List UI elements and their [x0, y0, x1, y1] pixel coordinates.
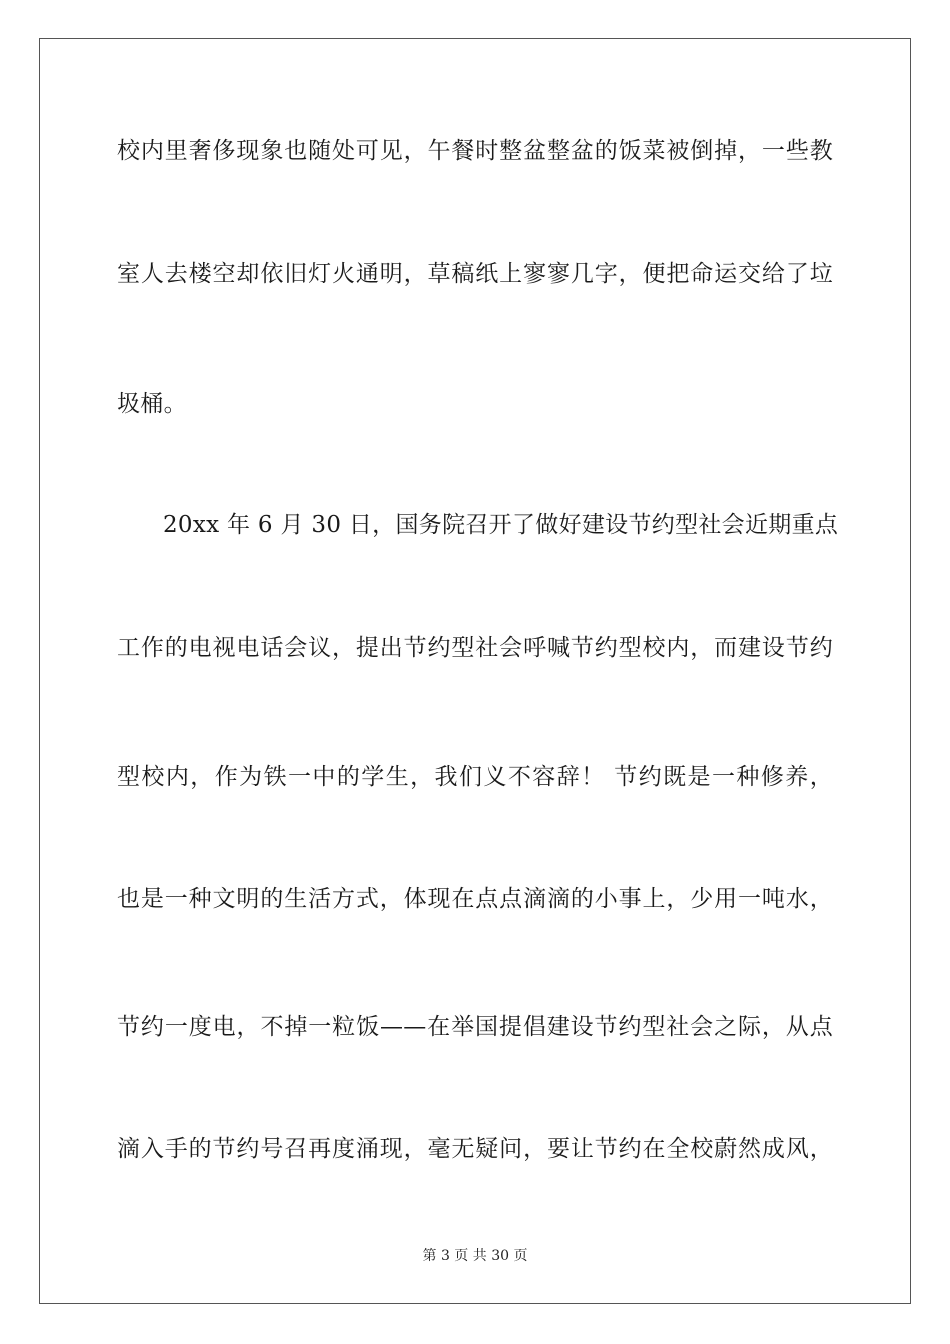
page-border: [39, 38, 911, 1304]
text-line-7: 也是一种文明的生活方式，体现在点点滴滴的小事上，少用一吨水，: [117, 886, 833, 912]
text-line-8: 节约一度电，不掉一粒饭——在举国提倡建设节约型社会之际，从点: [117, 1014, 833, 1040]
text-line-5: 工作的电视电话会议，提出节约型社会呼喊节约型校内，而建设节约: [117, 635, 833, 661]
text-line-4: 20xx 年 6 月 30 日，国务院召开了做好建设节约型社会近期重点: [163, 512, 839, 538]
text-line-2: 室人去楼空却依旧灯火通明，草稿纸上寥寥几字，便把命运交给了垃: [117, 261, 833, 287]
text-line-9: 滴入手的节约号召再度涌现，毫无疑问，要让节约在全校蔚然成风，: [117, 1136, 833, 1162]
text-line-3: 圾桶。: [117, 391, 187, 417]
text-line-1: 校内里奢侈现象也随处可见，午餐时整盆整盆的饭菜被倒掉，一些教: [117, 138, 833, 164]
page-number-footer: 第 3 页 共 30 页: [422, 1248, 528, 1264]
text-line-6: 型校内，作为铁一中的学生，我们义不容辞！ 节约既是一种修养，: [117, 764, 833, 790]
